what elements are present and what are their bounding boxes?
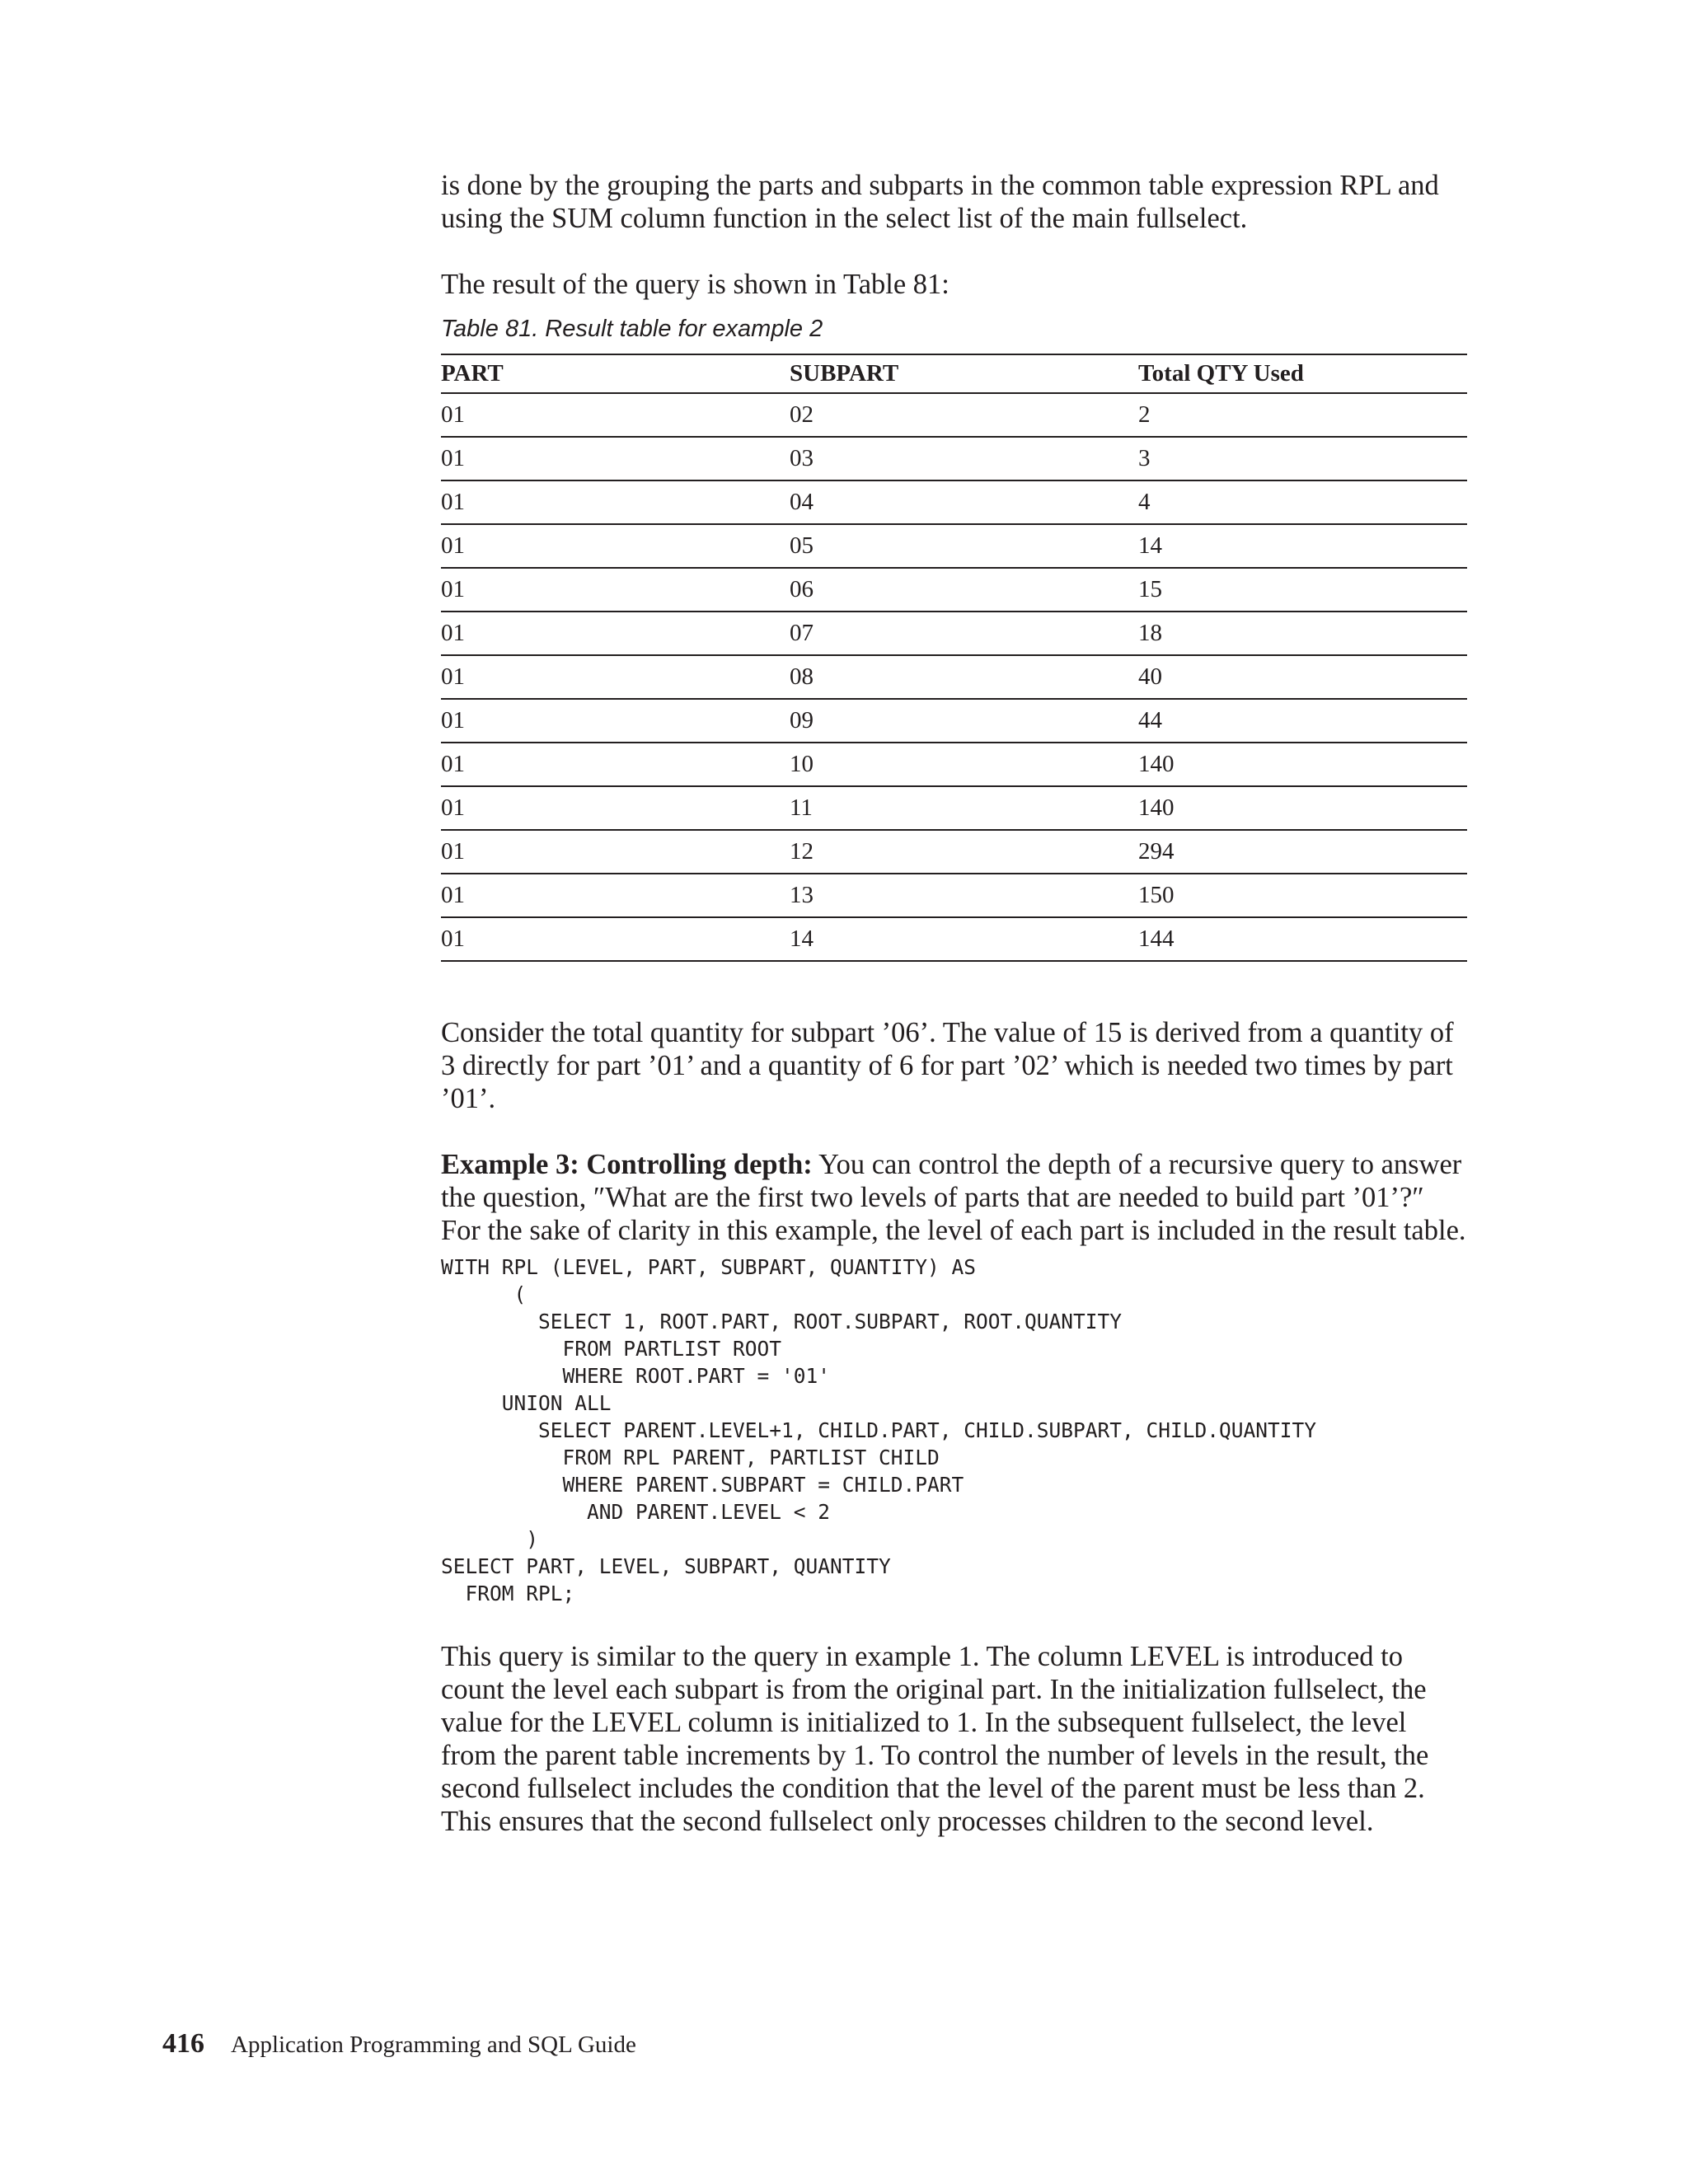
cell-part: 01 bbox=[441, 568, 790, 612]
table-row bbox=[441, 699, 1467, 743]
cell-subpart: 05 bbox=[790, 524, 1138, 568]
page-footer bbox=[162, 2027, 636, 2061]
cell-subpart: 06 bbox=[790, 568, 1138, 612]
cell-part: 01 bbox=[441, 393, 790, 437]
cell-total-qty: 294 bbox=[1138, 830, 1467, 874]
example3-body: You can control the depth of a recursive query to answer the question, ″What are the first two levels of parts that are needed to build part ’01’?″ For the sake of clarity in this example, the level of each part is included in the result table. bbox=[441, 1149, 1466, 1246]
table-row bbox=[441, 524, 1467, 568]
page-content bbox=[441, 169, 1467, 1838]
cell-total-qty: 15 bbox=[1138, 568, 1467, 612]
cell-subpart: 02 bbox=[790, 393, 1138, 437]
cell-part: 01 bbox=[441, 480, 790, 524]
intro-paragraph: is done by the grouping the parts and subparts in the common table expression RPL and using the SUM column function in the select list of the main fullselect. bbox=[441, 170, 1439, 234]
cell-part: 01 bbox=[441, 874, 790, 917]
cell-total-qty: 140 bbox=[1138, 743, 1467, 786]
consider-paragraph: Consider the total quantity for subpart ’06’. The value of 15 is derived from a quantity of 3 directly for part ’01’ and a quantity of 6 for part ’02’ which is needed two times by part ’01’. bbox=[441, 1017, 1454, 1114]
cell-total-qty: 140 bbox=[1138, 786, 1467, 830]
cell-part: 01 bbox=[441, 524, 790, 568]
cell-subpart: 04 bbox=[790, 480, 1138, 524]
example3-heading: Example 3: Controlling depth: bbox=[441, 1149, 813, 1180]
cell-total-qty: 14 bbox=[1138, 524, 1467, 568]
table-caption: Table 81. Result table for example 2 bbox=[441, 316, 823, 342]
table-row bbox=[441, 874, 1467, 917]
cell-subpart: 12 bbox=[790, 830, 1138, 874]
cell-total-qty: 44 bbox=[1138, 699, 1467, 743]
table-row bbox=[441, 437, 1467, 480]
cell-subpart: 11 bbox=[790, 786, 1138, 830]
cell-subpart: 13 bbox=[790, 874, 1138, 917]
cell-part: 01 bbox=[441, 655, 790, 699]
table-row bbox=[441, 655, 1467, 699]
sql-code-block: WITH RPL (LEVEL, PART, SUBPART, QUANTITY) AS ( SELECT 1, ROOT.PART, ROOT.SUBPART, ROOT.QUANTITY FROM PARTLIST ROOT WHERE ROOT.PART = '01' UNION ALL SELECT PARENT.LEVEL+1, CHILD.PART, CHILD.SUBPART, CHILD.QUANTITY FROM RPL PARENT, PARTLIST CHILD WHERE PARENT.SUBPART = CHILD.PART AND PARENT.LEVEL < 2 ) SELECT PART, LEVEL, SUBPART, QUANTITY FROM RPL; bbox=[441, 1255, 1317, 1605]
table-row bbox=[441, 743, 1467, 786]
example3-paragraph bbox=[441, 1148, 1467, 1247]
table-row bbox=[441, 786, 1467, 830]
book-title: Application Programming and SQL Guide bbox=[231, 2032, 636, 2058]
cell-part: 01 bbox=[441, 830, 790, 874]
table-row bbox=[441, 830, 1467, 874]
cell-total-qty: 40 bbox=[1138, 655, 1467, 699]
cell-subpart: 10 bbox=[790, 743, 1138, 786]
cell-part: 01 bbox=[441, 437, 790, 480]
cell-total-qty: 4 bbox=[1138, 480, 1467, 524]
cell-total-qty: 144 bbox=[1138, 917, 1467, 961]
cell-subpart: 07 bbox=[790, 612, 1138, 655]
cell-total-qty: 150 bbox=[1138, 874, 1467, 917]
cell-total-qty: 3 bbox=[1138, 437, 1467, 480]
table-row bbox=[441, 480, 1467, 524]
table-row bbox=[441, 612, 1467, 655]
cell-total-qty: 18 bbox=[1138, 612, 1467, 655]
similar-paragraph: This query is similar to the query in example 1. The column LEVEL is introduced to count the level each subpart is from the original part. In the initialization fullselect, the value for the LEVEL column is initialized to 1. In the subsequent fullselect, the level from the parent table increments by 1. To control the number of levels in the result, the second fullselect includes the condition that the level of the parent must be less than 2. This ensures that the second fullselect only processes children to the second level. bbox=[441, 1641, 1429, 1837]
cell-part: 01 bbox=[441, 786, 790, 830]
page-number: 416 bbox=[162, 2028, 204, 2059]
cell-part: 01 bbox=[441, 699, 790, 743]
table-header-row bbox=[441, 354, 1467, 393]
header-total-qty: Total QTY Used bbox=[1138, 354, 1467, 393]
result-paragraph: The result of the query is shown in Table 81: bbox=[441, 269, 950, 300]
cell-part: 01 bbox=[441, 612, 790, 655]
table-row bbox=[441, 393, 1467, 437]
result-table bbox=[441, 354, 1467, 962]
table-row bbox=[441, 917, 1467, 961]
cell-part: 01 bbox=[441, 743, 790, 786]
cell-subpart: 03 bbox=[790, 437, 1138, 480]
header-subpart: SUBPART bbox=[790, 354, 1138, 393]
cell-subpart: 08 bbox=[790, 655, 1138, 699]
cell-total-qty: 2 bbox=[1138, 393, 1467, 437]
cell-subpart: 09 bbox=[790, 699, 1138, 743]
cell-subpart: 14 bbox=[790, 917, 1138, 961]
table-row bbox=[441, 568, 1467, 612]
cell-part: 01 bbox=[441, 917, 790, 961]
header-part: PART bbox=[441, 354, 790, 393]
